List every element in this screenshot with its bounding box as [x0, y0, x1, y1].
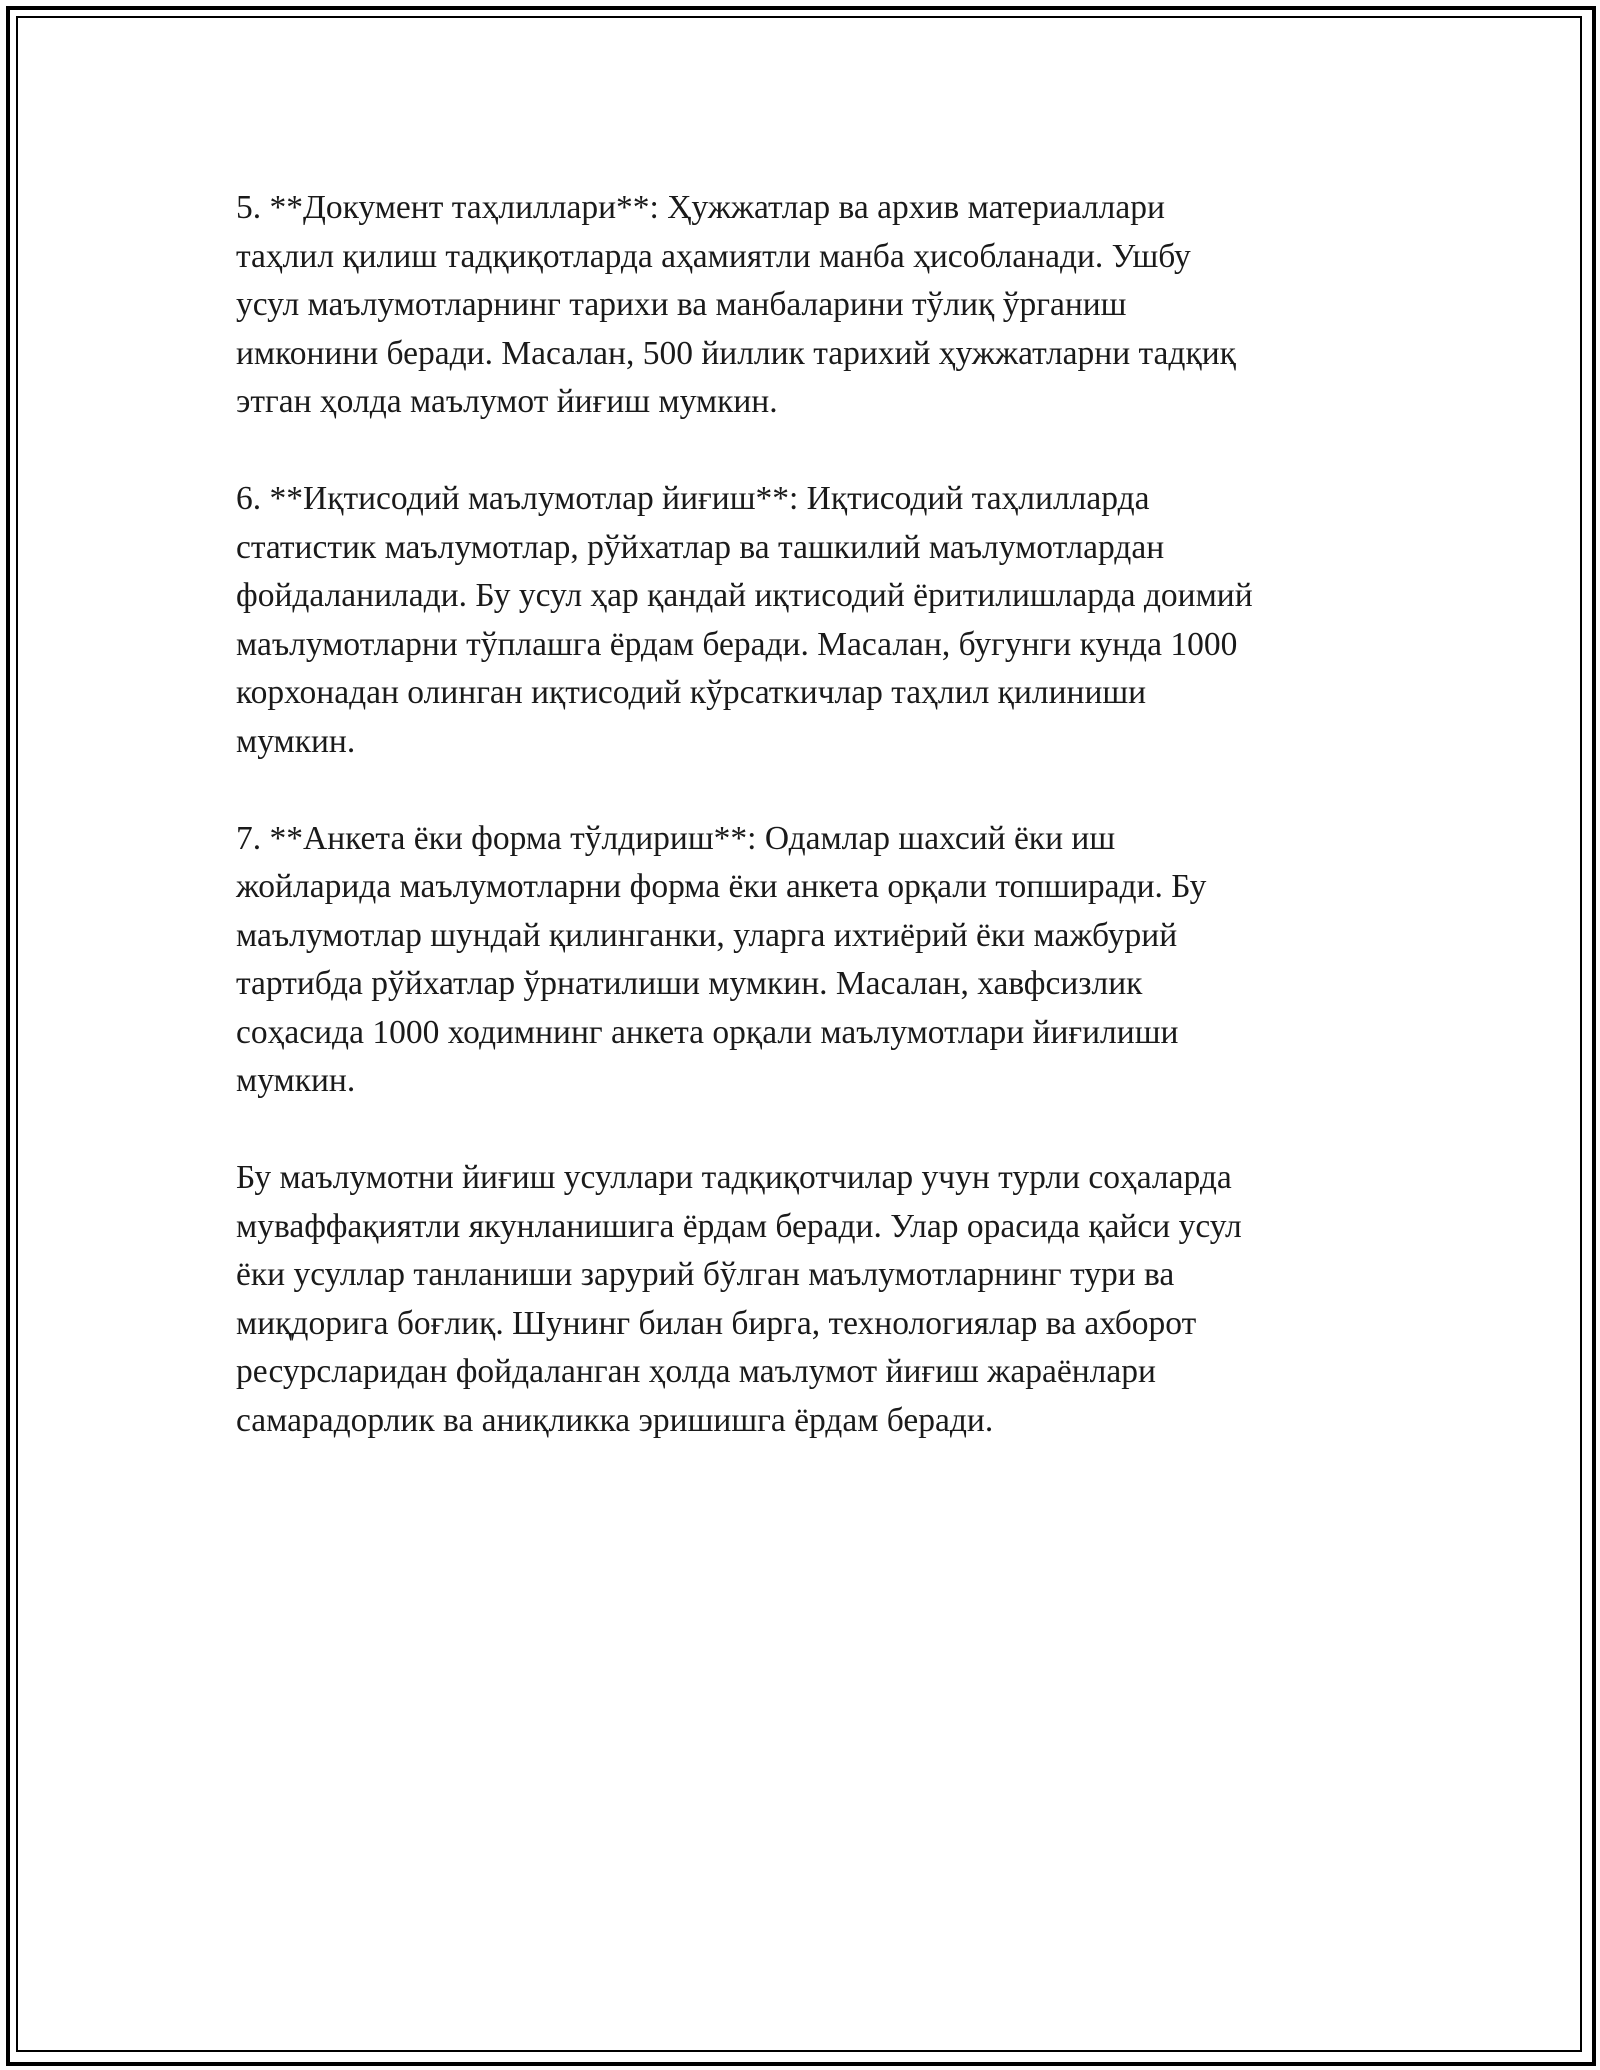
- paragraph-economic-data: 6. **Иқтисодий маълумотлар йиғиш**: Иқтисодий таҳлилларда статистик маълумотлар, рўйхатлар ва ташкилий маълумотлардан фойдаланилади. Бу усул ҳар қандай иқтисодий ёритилишларда доимий маълумотларни тўплашга ёрдам беради. Масалан, бугунги кунда 1000 корхонадан олинган иқтисодий кўрсаткичлар таҳлил қилиниши мумкин.: [236, 480, 1253, 760]
- document-body: [236, 184, 1376, 1494]
- paragraph-questionnaire: 7. **Анкета ёки форма тўлдириш**: Одамлар шахсий ёки иш жойларида маълумотларни форма ёки анкета орқали топширади. Бу маълумотлар шундай қилинганки, уларга ихтиёрий ёки мажбурий тартибда рўйхатлар ўрнатилиши мумкин. Масалан, хавфсизлик соҳасида 1000 ходимнинг анкета орқали маълумотлари йиғилиши мумкин.: [236, 819, 1207, 1099]
- paragraph-conclusion: Бу маълумотни йиғиш усуллари тадқиқотчилар учун турли соҳаларда муваффақиятли якунланишига ёрдам беради. Улар орасида қайси усул ёки усуллар танланиши зарурий бўлган маълумотларнинг тури ва миқдорига боғлиқ. Шунинг билан бирга, технологиялар ва ахборот ресурсларидан фойдаланган ҳолда маълумот йиғиш жараёнлари самарадорлик ва аниқликка эришишга ёрдам беради.: [236, 1159, 1242, 1439]
- paragraph-document-analysis: 5. **Документ таҳлиллари**: Ҳужжатлар ва архив материаллари таҳлил қилиш тадқиқотларда аҳамиятли манба ҳисобланади. Ушбу усул маълумотларнинг тарихи ва манбаларини тўлиқ ўрганиш имконини беради. Масалан, 500 йиллик тарихий ҳужжатларни тадқиқ этган ҳолда маълумот йиғиш мумкин.: [236, 189, 1236, 420]
